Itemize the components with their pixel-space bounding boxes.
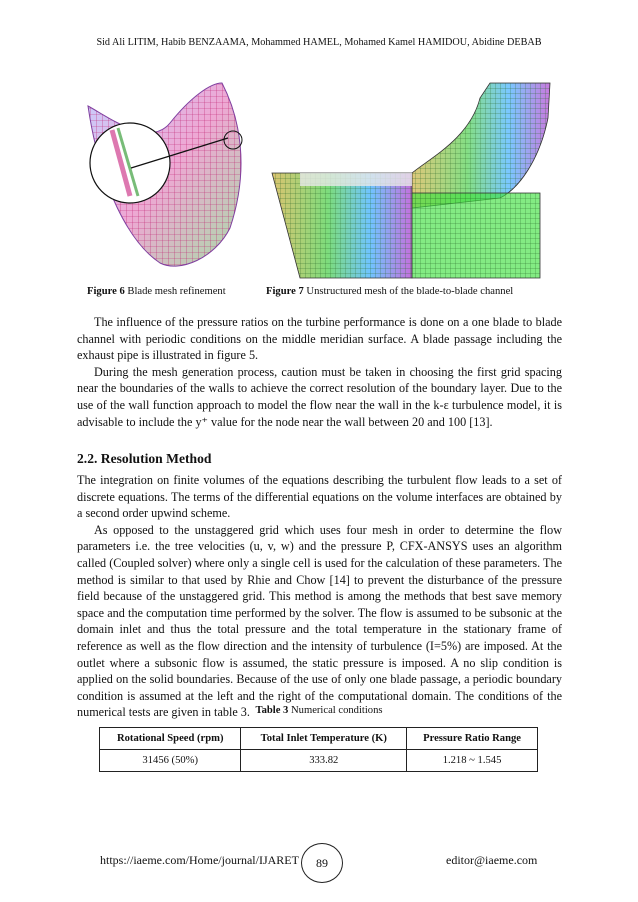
- paragraph: During the mesh generation process, caution must be taken in choosing the first grid spacing near the boundaries of the walls to achieve the correct resolution of the boundary layer. Due to the use of the wall function approach to model the flow near the wall in the k-ε turbulence model, it is advisable to include the y⁺ value for the node near the wall between 20 and 100 [13].: [77, 364, 562, 429]
- figure-7-image: [272, 83, 550, 278]
- table-caption: [0, 705, 638, 716]
- numerical-conditions-table: [99, 727, 538, 772]
- figure-6-label: Figure 6: [87, 286, 125, 297]
- table-header-cell: Total Inlet Temperature (K): [241, 728, 407, 750]
- section-text: [77, 472, 562, 721]
- paragraph: The influence of the pressure ratios on the turbine performance is done on a one blade to blade channel with periodic conditions on the middle meridian surface. A blade passage including the exhaust pipe is illustrated in figure 5.: [77, 315, 562, 363]
- figure-row: [0, 78, 638, 283]
- journal-url-link[interactable]: https://iaeme.com/Home/journal/IJARET: [100, 853, 299, 867]
- figure-7-label: Figure 7: [266, 286, 304, 297]
- figure-7-text: Unstructured mesh of the blade-to-blade channel: [306, 286, 514, 297]
- table-label: Table 3: [255, 705, 289, 716]
- paragraph: As opposed to the unstaggered grid which uses four mesh in order to determine the flow parameters i.e. the tree velocities (u, v, w) and the pressure P, CFX-ANSYS uses an algorithm called (Coupled solver) where only a single cell is used for the calculation of these parameters. The method is similar to that used by Rhie and Chow [14] to prevent the disturbance of the pressure field because of the unstaggered grid. This method is among the methods that best save memory space and the computation time performed by the solver. The flow is assumed to be subsonic at the domain inlet and thus the total pressure and the total temperature in the stationary frame of reference as well as the flow direction and the intensity of turbulence (I=5%) are imposed. At the outlet where a subsonic flow is assumed, the static pressure is imposed. A no slip condition is applied on the solid boundaries. Because of the use of only one blade passage, a periodic boundary condition is assumed at the left and the right of the computational domain. The conditions of the numerical tests are given in table 3.: [77, 522, 562, 720]
- figure-6-caption: [87, 286, 226, 297]
- figure-6-image: [88, 83, 242, 266]
- table-row: [100, 750, 538, 772]
- table-header-row: [100, 728, 538, 750]
- running-header: Sid Ali LITIM, Habib BENZAAMA, Mohammed HAMEL, Mohamed Kamel HAMIDOU, Abidine DEBAB: [96, 37, 542, 48]
- email-link[interactable]: editor@iaeme.com: [446, 853, 538, 867]
- page-footer: [0, 843, 638, 883]
- table-cell: 1.218 ~ 1.545: [407, 750, 538, 772]
- page-number: 89: [301, 843, 343, 883]
- paragraph: The integration on finite volumes of the equations describing the turbulent flow leads to a set of discrete equations. The terms of the differential equations on the volume interfaces are obtained by a second order upwind scheme.: [77, 473, 562, 521]
- table-header-cell: Rotational Speed (rpm): [100, 728, 241, 750]
- figure-7-caption: [266, 286, 513, 297]
- table-header-cell: Pressure Ratio Range: [407, 728, 538, 750]
- table-cell: 31456 (50%): [100, 750, 241, 772]
- table-cell: 333.82: [241, 750, 407, 772]
- figure-6-text: Blade mesh refinement: [127, 286, 226, 297]
- section-heading: 2.2. Resolution Method: [77, 451, 212, 466]
- figure-images: [0, 78, 638, 283]
- table-caption-text: Numerical conditions: [291, 705, 383, 716]
- intro-text: [77, 314, 562, 430]
